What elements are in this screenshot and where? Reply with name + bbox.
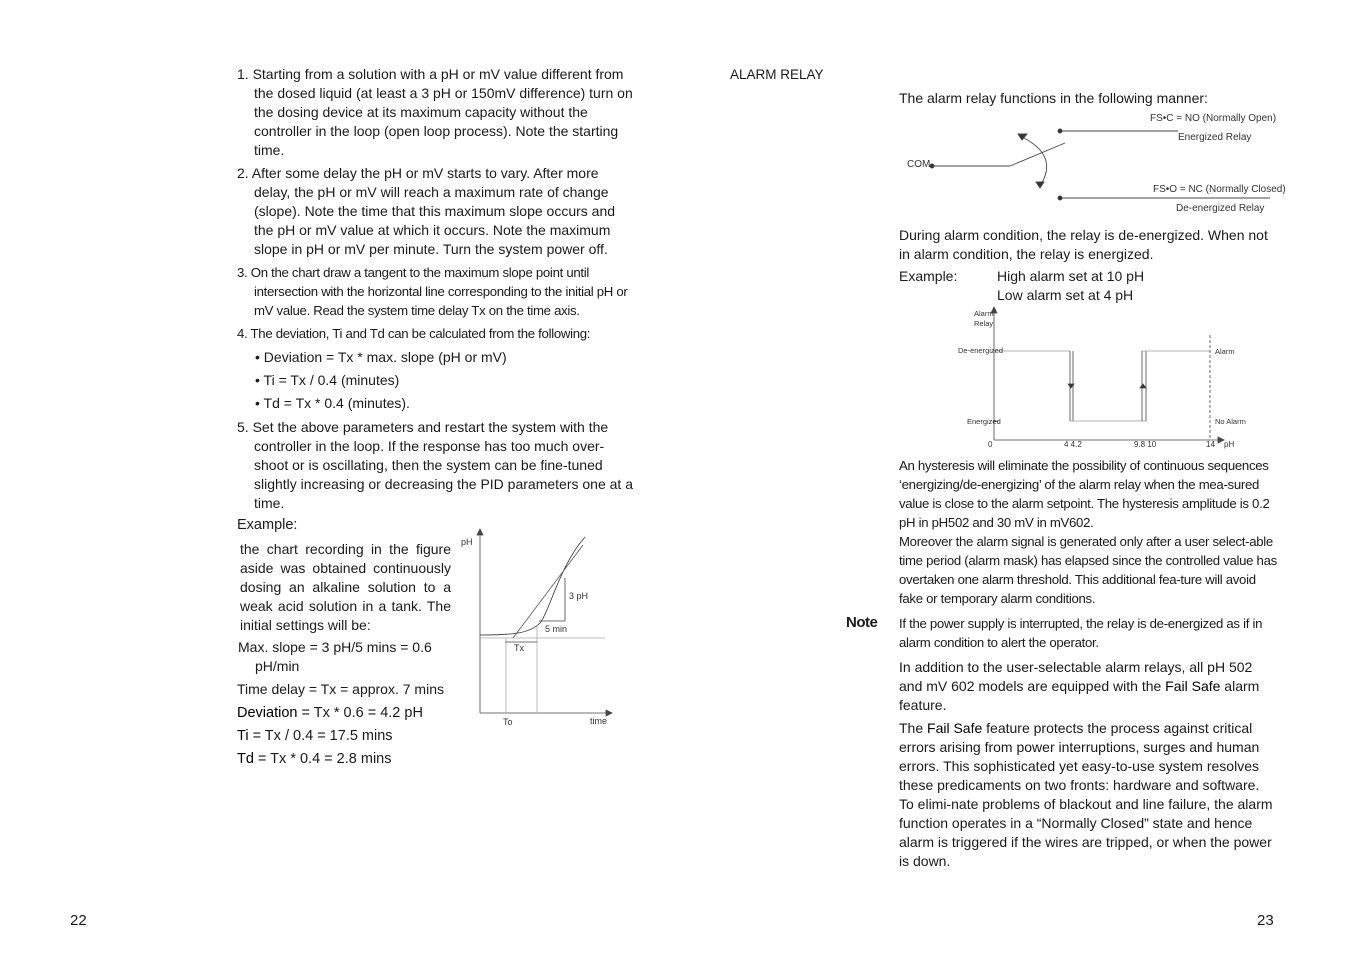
- relay-nc-label: FS•O = NC (Normally Closed): [1153, 184, 1286, 195]
- relay-deenergized: De-energized Relay: [1176, 203, 1265, 214]
- high-arrow: [1140, 384, 1146, 388]
- alarm-tick-0: 0: [988, 440, 993, 449]
- alarm-deenergized-label: De-energized: [958, 346, 1004, 355]
- addition-b: alarm feature.: [899, 678, 1260, 713]
- fail-safe-term-1: Fail Safe: [1165, 678, 1221, 694]
- alarm-tick-14: 14: [1206, 440, 1215, 449]
- failsafe-paragraph: [899, 719, 1277, 871]
- response-curve: [480, 537, 585, 635]
- ph-response-chart: [455, 525, 625, 735]
- relay-energized: Energized Relay: [1178, 132, 1252, 143]
- step-2: 2. After some delay the pH or mV starts to vary. After more delay, the pH or mV will reach a maximum rate of change (slope). Note the time that this maximum slope occurs and the pH or mV value at which it occurs. Note the maximum slope in pH or mV per minute. Turn the system power off.: [237, 165, 616, 257]
- alarm-tick-4: 4 4.2: [1064, 440, 1082, 449]
- example-low: Low alarm set at 4 pH: [997, 287, 1134, 303]
- relay-com: COM: [907, 159, 931, 170]
- switch-arc: [1020, 136, 1047, 186]
- fail-safe-term-2: Fail Safe: [927, 720, 983, 736]
- switch-arm: [1010, 143, 1065, 166]
- chart1-to: To: [503, 717, 513, 727]
- nc-terminal: [1058, 196, 1062, 200]
- bullet-td: • Td = Tx * 0.4 (minutes).: [255, 395, 410, 411]
- step-4: 4. The deviation, Ti and Td can be calculated from the following:: [237, 326, 591, 341]
- alarm-state-label: Alarm: [1215, 347, 1235, 356]
- note-text: If the power supply is interrupted, the relay is de-energized as if in alarm condition to alert the operator.: [899, 616, 1263, 650]
- the-word: The: [899, 720, 928, 736]
- no-alarm-state-label: No Alarm: [1215, 417, 1246, 426]
- ti-label: Ti: [237, 728, 249, 744]
- td-line: [237, 750, 391, 769]
- example-text: the chart recording in the figure aside was obtained continuously dosing an alkaline solution to a weak acid solution in a tank. The initial settings will be:: [240, 541, 451, 633]
- max-slope: Max. slope = 3 pH/5 mins = 0.6 pH/min: [238, 639, 432, 674]
- example-label-right: Example:: [899, 268, 958, 284]
- chart1-five-min: 5 min: [545, 624, 568, 634]
- alarm-chart: [990, 305, 1230, 445]
- td-label: Td: [237, 751, 254, 767]
- addition-a: In addition to the user-selectable alarm relays, all pH 502 and mV 602 models are equipped with the: [899, 659, 1253, 694]
- y-axis-arrow: [477, 529, 483, 535]
- deviation-value: = Tx * 0.6 = 4.2 pH: [297, 705, 423, 721]
- page-number-left: 22: [70, 912, 87, 929]
- step-3: 3. On the chart draw a tangent to the maximum slope point until intersection with the horizontal line corresponding to the initial pH or mV value. Read the system time delay Tx on the time axis.: [237, 265, 628, 318]
- arc-arrow-bottom: [1036, 182, 1044, 188]
- page-number-right: 23: [1257, 912, 1274, 929]
- alarm-y-label-1: Alarm: [974, 309, 994, 318]
- hysteresis-text: An hysteresis will eliminate the possibility of continuous sequences ‘energizing/de-energizing’ of the alarm relay when the mea-sured value is close to the alarm setpoint. The hysteresis amplitude is 0.2 pH in pH502 and 30 mV in mV602.: [899, 458, 1270, 530]
- section-heading: ALARM RELAY: [730, 67, 824, 82]
- addition-text: [899, 658, 1277, 715]
- failsafe-text: feature protects the process against critical errors arising from power interruptions, surges and human errors. This sophisticated yet easy-to-use system resolves these predicaments on two fronts: hardware and software. To elimi-nate problems of blackout and line failure, the alarm function operates in a “Normally Closed” state and hence alarm is triggered if the wires are tripped, or when the power is down.: [899, 720, 1273, 869]
- deviation-line: [237, 704, 423, 723]
- ti-line: [237, 727, 393, 746]
- no-terminal: [1058, 129, 1062, 133]
- td-value: = Tx * 0.4 = 2.8 mins: [253, 751, 392, 767]
- bullet-ti: • Ti = Tx / 0.4 (minutes): [255, 372, 400, 388]
- alarm-tick-ph: pH: [1224, 440, 1235, 449]
- step-5: 5. Set the above parameters and restart the system with the controller in the loop. If the response has too much over-shoot or is oscillating, then the system can be fine-tuned slightly increasing or decreasing the PID parameters one at a time.: [237, 419, 633, 511]
- bullet-deviation: • Deviation = Tx * max. slope (pH or mV): [255, 349, 507, 365]
- com-terminal: [930, 164, 934, 168]
- time-delay: Time delay = Tx = approx. 7 mins: [237, 681, 444, 697]
- ti-value: = Tx / 0.4 = 17.5 mins: [248, 728, 393, 744]
- chart1-tx: Tx: [514, 643, 524, 653]
- note-label: Note: [846, 614, 878, 631]
- relay-no-label: FS•C = NO (Normally Open): [1150, 113, 1277, 124]
- example-high: High alarm set at 10 pH: [997, 268, 1145, 284]
- chart1-xlabel: time: [590, 716, 608, 726]
- alarm-y-label-2: Relay: [974, 319, 994, 328]
- moreover-text: Moreover the alarm signal is generated only after a user select-able time period (alarm mask) has elapsed since the controlled value has overtaken one alarm threshold. This additional fea-ture will avoid fake or temporary alarm conditions.: [899, 534, 1277, 606]
- example-title: Example:: [237, 517, 298, 533]
- chart1-ylabel: pH: [461, 537, 473, 547]
- relay-intro: The alarm relay functions in the following manner:: [899, 90, 1208, 106]
- chart1-three-ph: 3 pH: [569, 591, 589, 601]
- deviation-label: Deviation: [237, 705, 298, 721]
- during-text: During alarm condition, the relay is de-energized. When not in alarm condition, the relay is energized.: [899, 227, 1268, 262]
- alarm-energized-label: Energized: [967, 417, 1001, 426]
- alarm-tick-10: 9.8 10: [1134, 440, 1157, 449]
- step-1: 1. Starting from a solution with a pH or mV value different from the dosed liquid (at least a 3 pH or 150mV difference) turn on the dosing device at its maximum capacity without the controller in the loop (open loop process). Note the starting time.: [237, 66, 633, 158]
